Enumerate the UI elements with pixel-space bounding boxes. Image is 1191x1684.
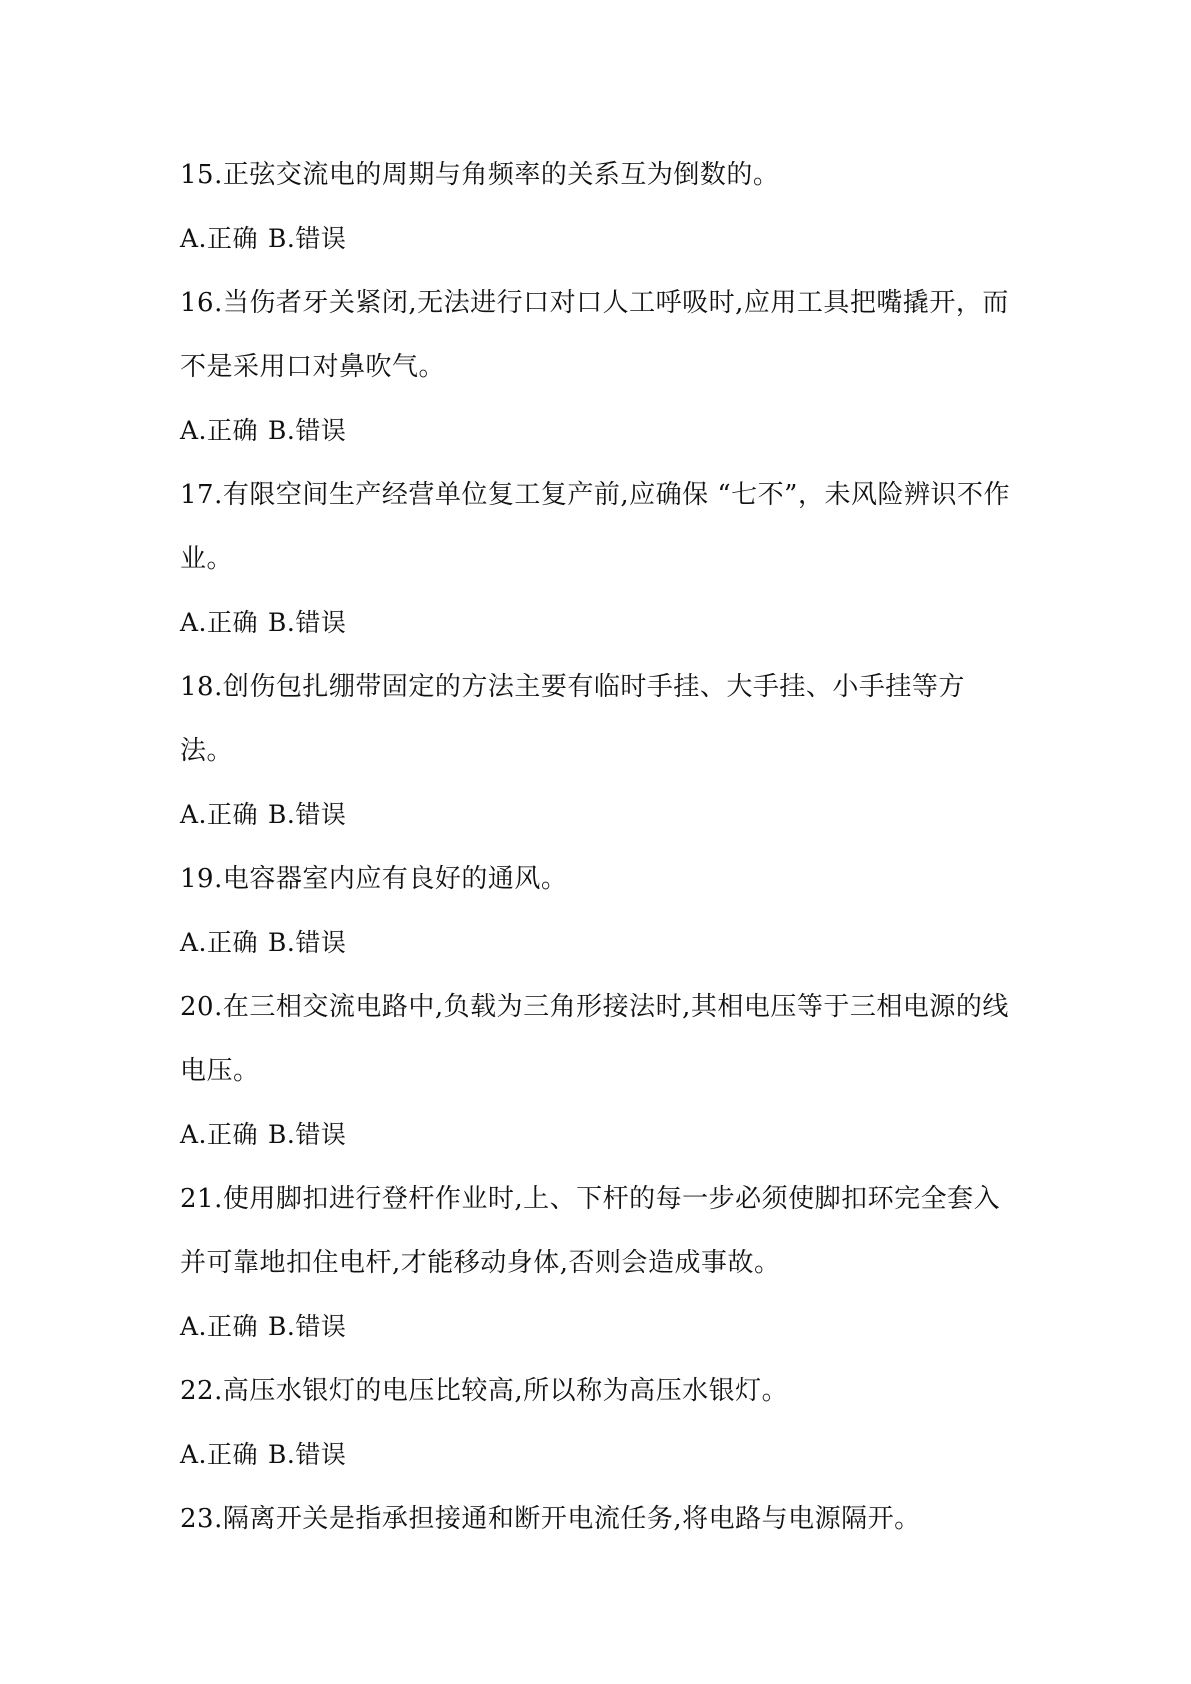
option-b: B.错误: [268, 608, 347, 637]
question-text-continuation: [180, 334, 1020, 398]
question-number: 23.: [180, 1504, 223, 1534]
answer-options: [180, 206, 1020, 270]
question-line: 使用脚扣进行登杆作业时,上、下杆的每一步必须使脚扣环完全套入: [222, 1184, 1001, 1214]
answer-options: [180, 782, 1020, 846]
question-text: [180, 1358, 1020, 1422]
question-text: [180, 1486, 1020, 1550]
question-item: [180, 462, 1020, 654]
question-text: [180, 654, 1020, 718]
question-line: 电容器室内应有良好的通风。: [222, 864, 568, 894]
question-text-continuation: [180, 1230, 1020, 1294]
option-b: B.错误: [268, 928, 347, 957]
answer-options: [180, 398, 1020, 462]
question-line: 当伤者牙关紧闭,无法进行口对口人工呼吸时,应用工具把嘴撬开，而: [222, 288, 1009, 318]
answer-options: [180, 590, 1020, 654]
question-number: 22.: [180, 1376, 223, 1406]
option-b: B.错误: [268, 1120, 347, 1149]
option-a: A.正确: [180, 608, 259, 637]
question-line: 有限空间生产经营单位复工复产前,应确保 “七不”，未风险辨识不作: [222, 480, 1010, 510]
option-b: B.错误: [268, 1312, 347, 1341]
question-item: [180, 1486, 1020, 1550]
question-text: [180, 270, 1020, 334]
option-a: A.正确: [180, 1312, 259, 1341]
option-a: A.正确: [180, 1120, 259, 1149]
question-text: [180, 142, 1020, 206]
question-line: 业。: [180, 544, 234, 574]
question-line: 高压水银灯的电压比较高,所以称为高压水银灯。: [222, 1376, 789, 1406]
question-text: [180, 846, 1020, 910]
question-number: 20.: [180, 992, 223, 1022]
question-text: [180, 1166, 1020, 1230]
option-b: B.错误: [268, 416, 347, 445]
option-a: A.正确: [180, 1440, 259, 1469]
question-item: [180, 1166, 1020, 1358]
question-item: [180, 142, 1020, 270]
question-line: 隔离开关是指承担接通和断开电流任务,将电路与电源隔开。: [222, 1504, 921, 1534]
option-b: B.错误: [268, 224, 347, 253]
question-line: 电压。: [180, 1056, 260, 1086]
question-text-continuation: [180, 526, 1020, 590]
question-number: 19.: [180, 864, 223, 894]
answer-options: [180, 1422, 1020, 1486]
question-number: 21.: [180, 1184, 223, 1214]
question-number: 15.: [180, 160, 223, 190]
option-a: A.正确: [180, 928, 259, 957]
question-line: 不是采用口对鼻吹气。: [180, 352, 446, 382]
option-a: A.正确: [180, 224, 259, 253]
option-b: B.错误: [268, 800, 347, 829]
question-text: [180, 974, 1020, 1038]
option-a: A.正确: [180, 800, 259, 829]
question-line: 创伤包扎绷带固定的方法主要有临时手挂、大手挂、小手挂等方: [222, 672, 965, 702]
question-item: [180, 974, 1020, 1166]
question-line: 在三相交流电路中,负载为三角形接法时,其相电压等于三相电源的线: [222, 992, 1009, 1022]
answer-options: [180, 1294, 1020, 1358]
question-line: 正弦交流电的周期与角频率的关系互为倒数的。: [222, 160, 780, 190]
answer-options: [180, 910, 1020, 974]
question-line: 法。: [180, 736, 234, 766]
question-number: 18.: [180, 672, 223, 702]
question-number: 17.: [180, 480, 223, 510]
option-a: A.正确: [180, 416, 259, 445]
question-text-continuation: [180, 1038, 1020, 1102]
question-text-continuation: [180, 718, 1020, 782]
option-b: B.错误: [268, 1440, 347, 1469]
question-item: [180, 846, 1020, 974]
question-item: [180, 1358, 1020, 1486]
question-line: 并可靠地扣住电杆,才能移动身体,否则会造成事故。: [180, 1248, 781, 1278]
question-item: [180, 654, 1020, 846]
answer-options: [180, 1102, 1020, 1166]
question-list: [180, 142, 1020, 1550]
question-text: [180, 462, 1020, 526]
question-item: [180, 270, 1020, 462]
question-number: 16.: [180, 288, 223, 318]
